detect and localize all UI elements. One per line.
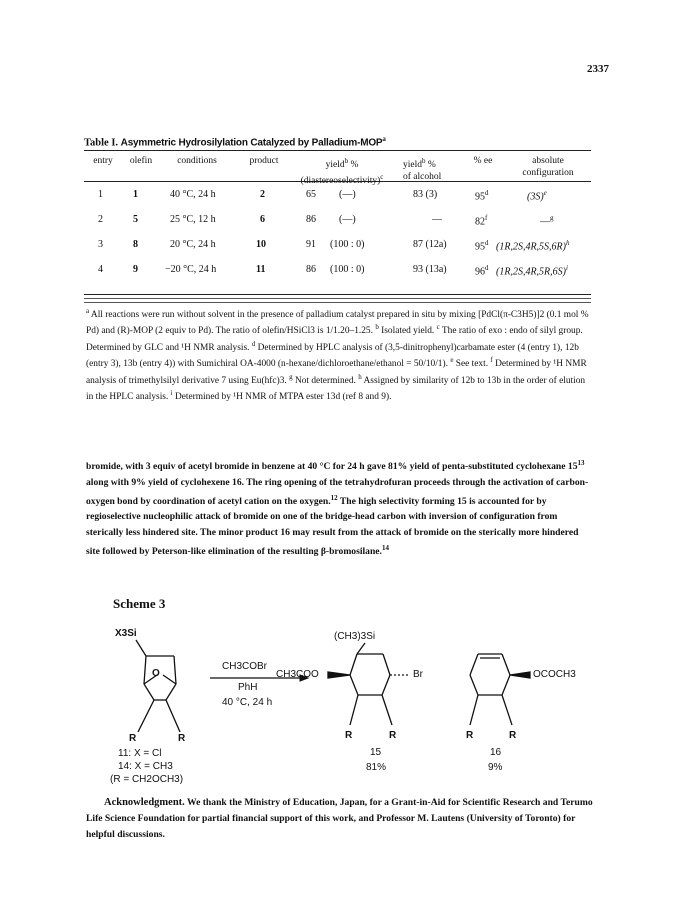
cell-entry: 1 — [98, 189, 103, 200]
footnote-i: Determined by ¹H NMR of MTPA ester 13d (ref 8 and 9). — [172, 392, 392, 403]
cell-ee — [475, 189, 489, 202]
cell-ee-value: 95 — [475, 191, 485, 203]
table-footnotes — [86, 305, 592, 404]
body-text-part2: along with 9% yield of cyclohexene 16. The ring opening of the tetrahydrofuran proceeds through the activation of carbon-oxygen bond by coordination of acetyl cation on the oxygen. — [86, 476, 589, 507]
cell-conditions: 20 °C, 24 h — [170, 239, 216, 250]
cell-configuration — [496, 264, 568, 277]
cell-diastereo: (—) — [339, 214, 356, 225]
cell-entry: 4 — [98, 264, 103, 275]
footnote-d: Determined by HPLC analysis of (3,5-dinitrophenyl)carbamate ester (4 (entry 1), 12b (entry 3), 13b (entry 4)) with Sumichiral OA-4000 (n-hexane/dichloroethane/ethanol = 50/10/1). — [86, 342, 579, 370]
cell-entry: 2 — [98, 214, 103, 225]
cell-olefin: 8 — [133, 239, 138, 250]
footnote-mark-f: f — [490, 356, 493, 365]
table-caption — [84, 135, 386, 149]
footnote-f: Determined by ¹H NMR analysis of trimethylsilyl derivative 7 using Eu(hfc)3. — [86, 359, 587, 386]
cell-ee-footnote-mark: d — [485, 264, 489, 272]
reagent-label: CH3COBr — [222, 661, 268, 672]
header-product: product — [249, 156, 279, 166]
header-yield-label: yield — [325, 160, 345, 171]
footnote-mark-h: h — [358, 372, 362, 381]
footnote-mark-a: a — [86, 307, 90, 315]
cell-ee-footnote-mark: d — [485, 239, 489, 247]
cell-diastereo: (—) — [339, 189, 356, 200]
cell-product: 2 — [260, 189, 265, 200]
header-configuration-line1: absolute — [532, 156, 564, 166]
scheme-title: Scheme 3 — [113, 596, 166, 611]
cell-ee-value: 96 — [475, 266, 485, 278]
cell-alcohol: — — [432, 214, 442, 225]
header-ee: % ee — [473, 156, 493, 166]
product-16-r-right: R — [509, 730, 517, 741]
cell-conditions: 25 °C, 12 h — [170, 214, 216, 225]
body-ref-14: 14 — [381, 543, 389, 552]
table-bottom-rule — [84, 294, 591, 295]
cell-ee — [475, 214, 487, 227]
product-15-silyl-label: (CH3)3Si — [334, 631, 376, 642]
header-entry: entry — [93, 156, 113, 166]
table-title: Asymmetric Hydrosilylation Catalyzed by Palladium-MOP — [120, 137, 383, 149]
cell-conditions: 40 °C, 24 h — [170, 189, 216, 200]
cell-yield: 91 — [306, 239, 316, 250]
footnote-mark-b: b — [375, 323, 379, 332]
product-16-acetoxy-label: OCOCH3 — [533, 669, 576, 680]
footnote-b: Isolated yield. — [378, 326, 437, 337]
body-text-part1: bromide, with 3 equiv of acetyl bromide in benzene at 40 °C for 24 h gave 81% yield of penta-substituted cyclohexane 15 — [86, 461, 578, 473]
cell-ee-footnote-mark: d — [485, 189, 489, 197]
header-alcohol-yield-label: yield — [403, 160, 422, 171]
product-15-r-left: R — [345, 730, 353, 741]
footnote-second-rule — [84, 302, 591, 303]
product-15-r-right: R — [389, 730, 397, 741]
cell-product: 6 — [260, 214, 265, 225]
product-15-structure — [328, 643, 410, 725]
cell-configuration-footnote-mark: i — [566, 264, 568, 272]
cell-yield: 86 — [306, 264, 316, 275]
cell-configuration-footnote-mark: g — [550, 214, 554, 222]
body-ref-12: 12 — [330, 493, 338, 502]
header-yield-unit: % — [348, 160, 359, 171]
cell-olefin: 5 — [133, 214, 138, 225]
cell-ee — [475, 264, 489, 277]
acknowledgment-text: We thank the Ministry of Education, Japan, for a Grant-in-Aid for Scientific Research and Terumo Life Science Foundation for partial financial support of this work, and Professor M. Lautens (University of Toronto) for helpful discussions. — [86, 797, 593, 840]
cell-configuration-value: (1R,2S,4R,5S,6R) — [496, 241, 566, 253]
cell-configuration-footnote-mark: h — [566, 239, 570, 247]
header-yield-footnote-mark: b — [344, 157, 349, 165]
page-number: 2337 — [587, 63, 609, 75]
header-configuration — [505, 155, 591, 179]
table-top-rule — [84, 150, 591, 151]
product-15-acetoxy-label: CH3COO — [276, 669, 319, 680]
cell-configuration — [540, 214, 554, 227]
cell-ee-footnote-mark: f — [485, 214, 488, 222]
footnote-top-rule — [84, 298, 591, 299]
start-label-14: 14: X = CH3 — [118, 761, 173, 772]
product-16-r-left: R — [466, 730, 474, 741]
header-configuration-line2: configuration — [522, 168, 574, 178]
header-alcohol-yield-unit: % — [425, 160, 436, 171]
acknowledgment-paragraph — [86, 795, 594, 842]
body-ref-13: 13 — [577, 459, 585, 467]
cell-yield: 65 — [306, 189, 316, 200]
footnote-mark-c: c — [436, 323, 440, 332]
footnote-mark-i: i — [170, 389, 173, 398]
cell-configuration — [527, 189, 547, 202]
product-15-number: 15 — [370, 747, 382, 758]
header-alcohol-yield-footnote-mark: b — [422, 157, 426, 165]
cell-entry: 3 — [98, 239, 103, 250]
body-text-part3: The high selectivity forming 15 is accounted for by regioselective nucleophilic attack of bromide on one of the bridge-head carbon with inversion of configuration from sterically less hindered site. The minor product 16 may result from the attack of bromide on the sterically more hindered site followed by Peterson-like elimination of the resulting β-bromosilane. — [86, 495, 579, 558]
cell-product: 11 — [256, 264, 266, 275]
cell-olefin: 1 — [133, 189, 138, 200]
header-alcohol-yield — [403, 155, 465, 183]
product-15-yield: 81% — [366, 762, 387, 773]
cell-configuration-footnote-mark: e — [543, 189, 547, 197]
footnote-g: Not determined. — [292, 375, 359, 386]
footnote-h: Assigned by similarity of 12b to 13b in the order of elution in the HPLC analysis. — [86, 375, 586, 403]
table-label: Table I. — [84, 137, 119, 149]
header-conditions: conditions — [177, 156, 217, 166]
cell-alcohol: 93 (13a) — [413, 264, 447, 275]
start-oxygen-label: O — [152, 668, 160, 679]
table-title-footnote-mark: a — [382, 135, 386, 143]
starting-material-structure — [136, 640, 180, 732]
product-16-yield: 9% — [488, 762, 503, 773]
start-r-right: R — [178, 733, 186, 744]
footnote-c: The ratio of exo : endo of silyl group. Determined by GLC and ¹H NMR analysis. — [86, 326, 583, 353]
cell-configuration-value: (1R,2S,4R,5R,6S) — [496, 266, 566, 278]
cell-conditions: −20 °C, 24 h — [165, 264, 217, 275]
header-olefin: olefin — [129, 156, 153, 166]
cell-configuration — [496, 239, 570, 252]
footnote-e: See text. — [453, 359, 491, 370]
cell-diastereo: (100 : 0) — [330, 239, 365, 250]
cell-olefin: 9 — [133, 264, 138, 275]
cell-alcohol: 87 (12a) — [413, 239, 447, 250]
header-alcohol-label: of alcohol — [403, 172, 442, 183]
header-yield-diastereo — [288, 155, 396, 187]
start-label-11: 11: X = Cl — [118, 748, 162, 759]
start-substituent-label: X3Si — [115, 628, 137, 639]
cell-product: 10 — [256, 239, 266, 250]
cell-alcohol: 83 (3) — [413, 189, 438, 200]
footnote-mark-g: g — [289, 372, 293, 381]
footnote-a: All reactions were run without solvent in the presence of palladium catalyst prepared in situ by mixing [PdCl(π-C3H5)]2 (0.1 mol % Pd) and (R)-MOP (2 equiv to Pd). The ratio of olefin/HSiCl3 is 1/1.20–1.25. — [86, 310, 589, 337]
product-16-structure — [470, 654, 530, 725]
cell-ee-value: 95 — [475, 241, 485, 253]
cell-ee-value: 82 — [475, 216, 485, 228]
product-15-bromo-label: Br — [413, 669, 423, 680]
start-r-definition: (R = CH2OCH3) — [110, 774, 184, 785]
solvent-label: PhH — [238, 682, 258, 693]
cell-configuration-value: (3S) — [527, 191, 544, 203]
acknowledgment-heading: Acknowledgment. — [104, 797, 185, 808]
start-r-left: R — [129, 733, 137, 744]
footnote-mark-e: e — [450, 356, 454, 365]
footnote-mark-d: d — [251, 339, 256, 348]
product-16-number: 16 — [490, 747, 502, 758]
cell-ee — [475, 239, 489, 252]
header-diastereo-label: (diastereoselectivity) — [300, 176, 381, 187]
cell-configuration-value: — — [540, 216, 550, 228]
body-paragraph — [86, 456, 594, 560]
conditions-label: 40 °C, 24 h — [222, 697, 273, 708]
cell-yield: 86 — [306, 214, 316, 225]
header-diastereo-footnote-mark: c — [380, 173, 384, 182]
cell-diastereo: (100 : 0) — [330, 264, 365, 275]
